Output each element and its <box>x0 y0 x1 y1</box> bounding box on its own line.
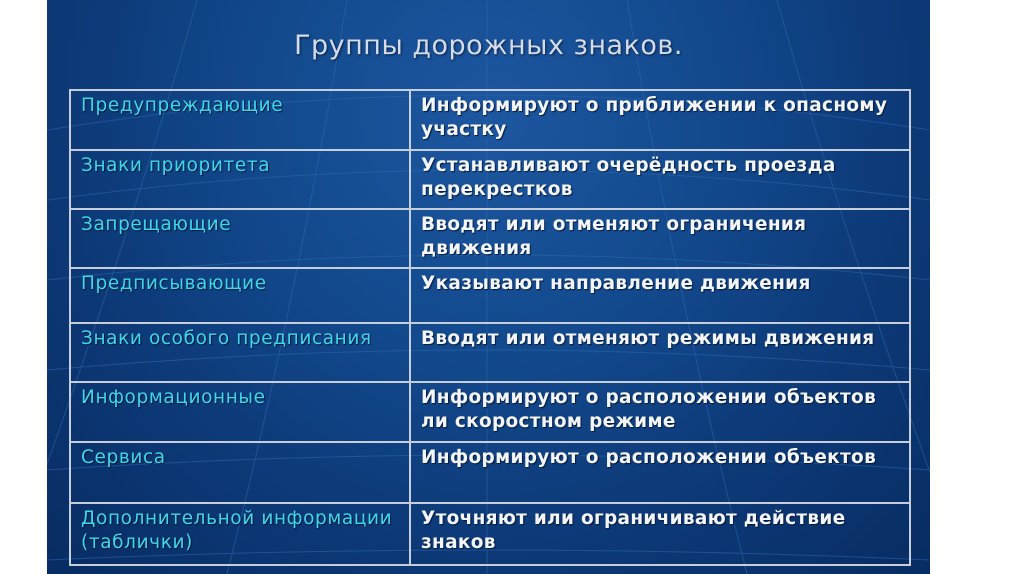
group-description-cell: Информируют о приближении к опасному участку <box>410 90 910 150</box>
group-name-cell: Дополнительной информации (таблички) <box>70 503 410 565</box>
table-row <box>70 150 910 209</box>
table-row <box>70 503 910 565</box>
road-sign-groups-table <box>69 89 911 566</box>
table-row <box>70 209 910 268</box>
group-name-cell: Знаки особого предписания <box>70 323 410 382</box>
table-row <box>70 268 910 323</box>
table-row <box>70 382 910 442</box>
group-description-cell: Уточняют или ограничивают действие знаков <box>410 503 910 565</box>
page-title: Группы дорожных знаков. <box>294 30 683 61</box>
table-row <box>70 442 910 503</box>
group-description-cell: Вводят или отменяют режимы движения <box>410 323 910 382</box>
table-row <box>70 90 910 150</box>
group-name-cell: Информационные <box>70 382 410 442</box>
group-description-cell: Информируют о расположении объектов <box>410 442 910 503</box>
group-name-cell: Сервиса <box>70 442 410 503</box>
group-name-cell: Предупреждающие <box>70 90 410 150</box>
group-description-cell: Информируют о расположении объектов ли скоростном режиме <box>410 382 910 442</box>
group-description-cell: Устанавливают очерёдность проезда перекрестков <box>410 150 910 209</box>
group-name-cell: Предписывающие <box>70 268 410 323</box>
group-name-cell: Знаки приоритета <box>70 150 410 209</box>
group-description-cell: Указывают направление движения <box>410 268 910 323</box>
group-name-cell: Запрещающие <box>70 209 410 268</box>
table-row <box>70 323 910 382</box>
group-description-cell: Вводят или отменяют ограничения движения <box>410 209 910 268</box>
slide <box>47 0 930 574</box>
